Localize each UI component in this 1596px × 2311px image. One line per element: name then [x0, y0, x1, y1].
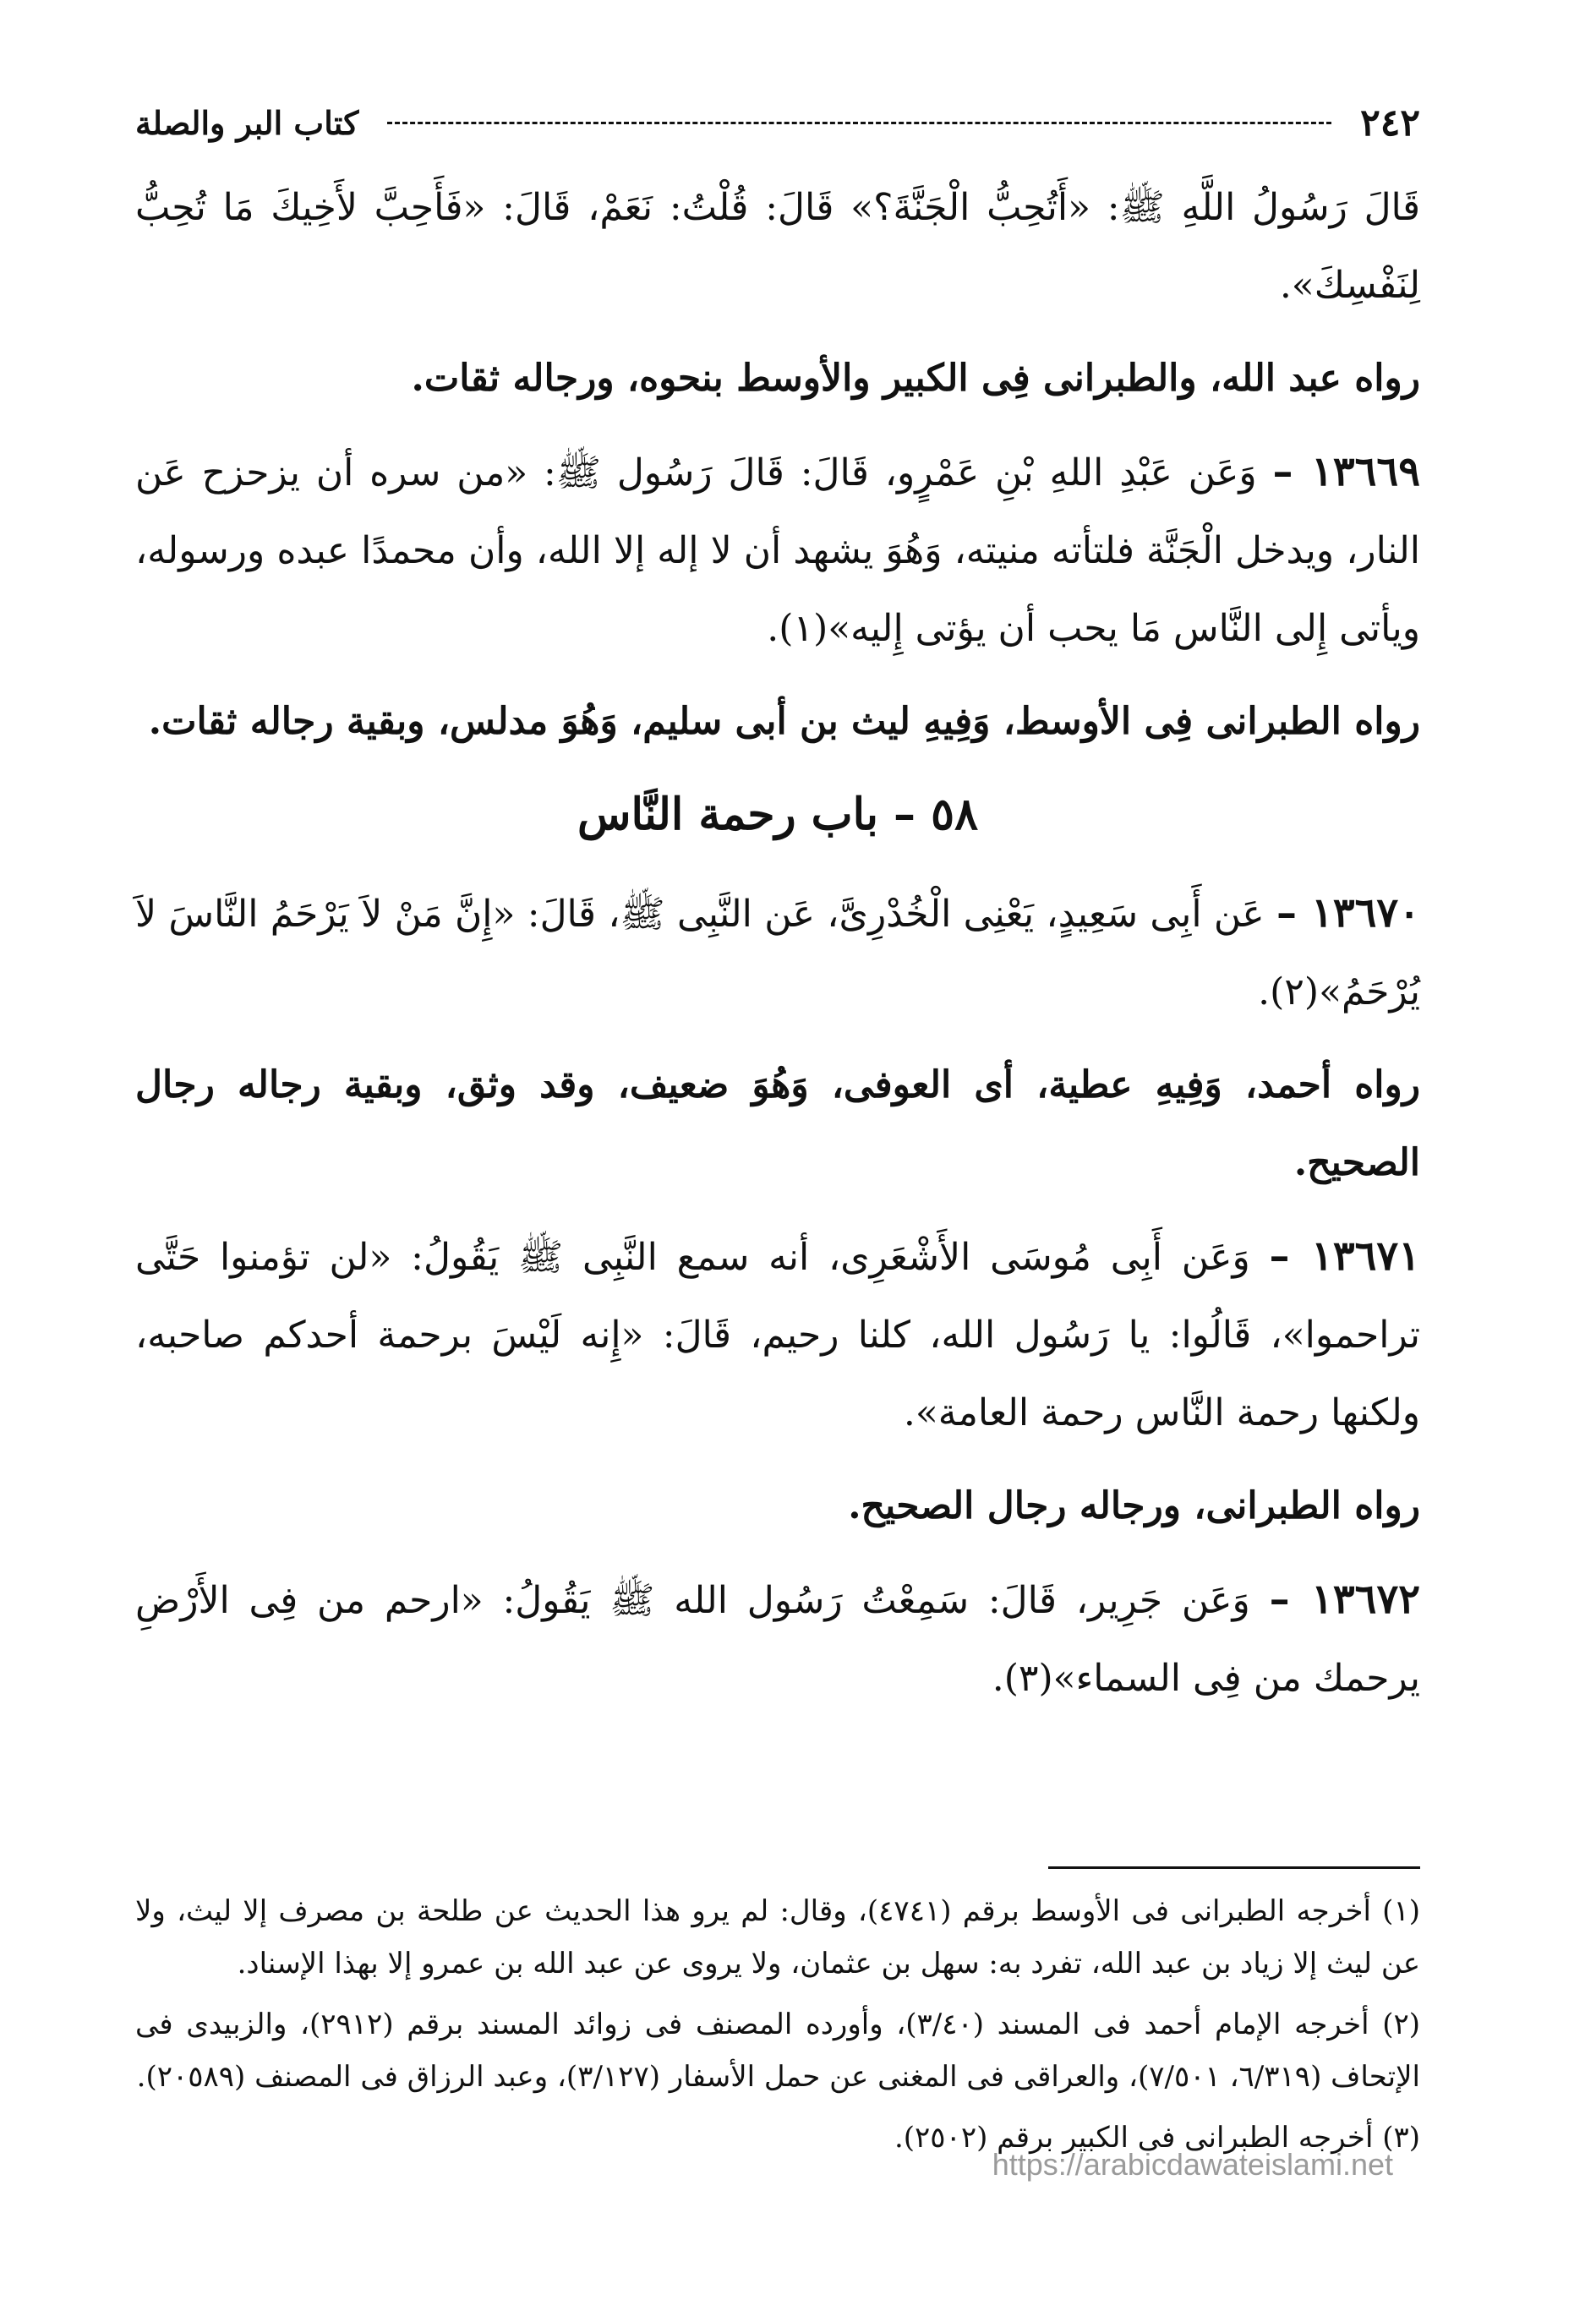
hadith-13672 — [135, 1560, 1420, 1718]
hadith-13670 — [135, 874, 1420, 1031]
header-dash-divider — [387, 122, 1331, 124]
hadith-text: وَعَن جَرِير، قَالَ: سَمِعْتُ رَسُول الله ﷺ يَقُولُ: «ارحم من فِى الأَرْضِ يرحمك من فِى السماء»(٣). — [135, 1579, 1420, 1700]
footnote-1: (١) أخرجه الطبرانى فى الأوسط برقم (٤٧٤١)، وقال: لم يرو هذا الحديث عن طلحة بن مصرف إلا ليث، ولا عن ليث إلا زياد بن عبد الله، تفرد به: سهل بن عثمان، ولا يروى عن عبد الله بن عمرو إلا بهذا الإسناد. — [135, 1894, 1420, 1980]
page-header — [135, 85, 1420, 161]
continuation-paragraph: قَالَ رَسُولُ اللَّهِ ﷺ: «أَتُحِبُّ الْجَنَّةَ؟» قَالَ: قُلْتُ: نَعَمْ، قَالَ: «فَأَحِبَّ لأَخِيكَ مَا تُحِبُّ لِنَفْسِكَ». — [135, 186, 1420, 307]
footnote-2: (٢) أخرجه الإمام أحمد فى المسند (٣/٤٠)، وأورده المصنف فى زوائد المسند برقم (٢٩١٢)، والزبيدى فى الإتحاف (٦/٣١٩، ٧/٥٠١)، والعراقى فى المغنى عن حمل الأسفار (٣/١٢٧)، وعبد الرزاق فى المصنف (٢٠٥٨٩). — [135, 2008, 1420, 2094]
hadith-text: عَن أَبِى سَعِيدٍ، يَعْنِى الْخُدْرِىَّ، عَن النَّبِى ﷺ، قَالَ: «إِنَّ مَنْ لاَ يَرْحَمُ النَّاسَ لاَ يُرْحَمُ»(٢). — [135, 893, 1420, 1013]
hadith-13671 — [135, 1217, 1420, 1452]
book-page — [135, 85, 1420, 2248]
section-heading: ٥٨ – باب رحمة النَّاس — [577, 789, 979, 840]
continuation-source: رواه عبد الله، والطبرانى فِى الكبير والأوسط بنحوه، ورجاله ثقات. — [411, 357, 1420, 400]
hadith-number: ١٣٦٧٠ – — [1276, 889, 1420, 937]
footnote-3: (٣) أخرجه الطبرانى فى الكبير برقم (٢٥٠٢). — [894, 2121, 1420, 2155]
hadith-13669 — [135, 433, 1420, 668]
page-number: ٢٤٢ — [1360, 101, 1420, 145]
hadith-number: ١٣٦٧١ – — [1269, 1232, 1420, 1280]
hadith-13671-source: رواه الطبرانى، ورجاله رجال الصحيح. — [848, 1484, 1420, 1527]
hadith-text: وَعَن أَبِى مُوسَى الأَشْعَرِى، أنه سمع النَّبِى ﷺ يَقُولُ: «لن تؤمنوا حَتَّى تراحموا»، قَالُوا: يا رَسُول الله، كلنا رحيم، قَالَ: «إِنه لَيْسَ برحمة أحدكم صاحبه، ولكنها رحمة النَّاس رحمة العامة». — [135, 1236, 1420, 1434]
hadith-13670-source: رواه أحمد، وَفِيهِ عطية، أى العوفى، وَهُوَ ضعيف، وقد وثق، وبقية رجاله رجال الصحيح. — [135, 1063, 1420, 1184]
running-title: كتاب البر والصلة — [135, 103, 359, 142]
main-text — [135, 169, 1420, 1733]
hadith-13669-source: رواه الطبرانى فِى الأوسط، وَفِيهِ ليث بن أبى سليم، وَهُوَ مدلس، وبقية رجاله ثقات. — [148, 700, 1420, 743]
hadith-number: ١٣٦٦٩ – — [1272, 448, 1420, 495]
watermark-url: https://arabicdawateislami.net — [992, 2147, 1393, 2182]
hadith-number: ١٣٦٧٢ – — [1269, 1576, 1420, 1623]
hadith-text: وَعَن عَبْدِ اللهِ بْنِ عَمْرٍو، قَالَ: قَالَ رَسُول ﷺ: «من سره أن يزحزح عَن النار، ويدخل الْجَنَّة فلتأته منيته، وَهُوَ يشهد أن لا إله إلا الله، وأن محمدًا عبده ورسوله، ويأتى إِلى النَّاس مَا يحب أن يؤتى إِليه»(١). — [135, 451, 1420, 650]
footnotes — [135, 1885, 1420, 2172]
footnote-divider — [1048, 1866, 1420, 1869]
